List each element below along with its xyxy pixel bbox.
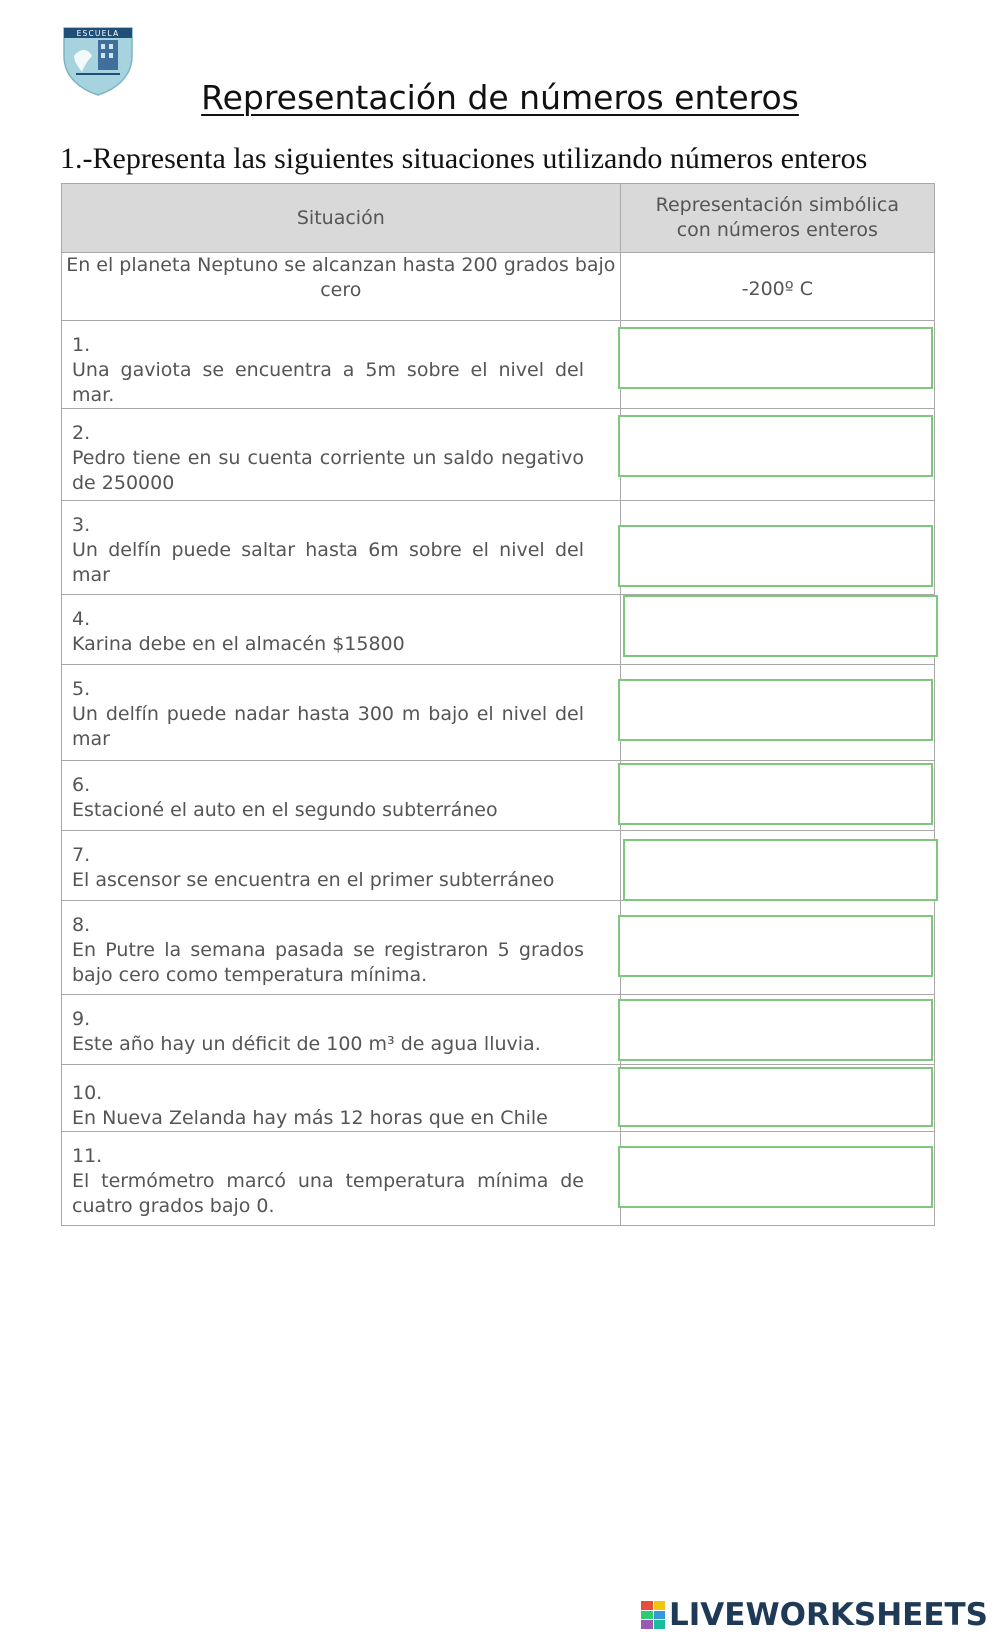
item-situation: En Nueva Zelanda hay más 12 horas que en Chile: [72, 1107, 548, 1129]
item-number: 5.: [72, 678, 91, 700]
item-number: 10.: [72, 1082, 103, 1104]
item-situation: El termómetro marcó una temperatura mínima de cuatro grados bajo 0.: [72, 1170, 584, 1217]
table-row: [62, 995, 935, 1065]
table-row: [62, 831, 935, 901]
table-row: [62, 595, 935, 665]
column-header-representation: Representación simbólica con números enteros: [620, 184, 934, 253]
situations-table: [61, 183, 935, 1226]
item-situation: Pedro tiene en su cuenta corriente un saldo negativo de 250000: [72, 447, 584, 494]
page-title: Representación de números enteros: [201, 78, 799, 117]
table-row: [62, 1132, 935, 1226]
item-number: 2.: [72, 422, 91, 444]
item-number: 7.: [72, 844, 91, 866]
table-row: [62, 321, 935, 409]
answer-input-4[interactable]: [623, 595, 938, 657]
liveworksheets-logo[interactable]: [641, 1598, 988, 1632]
answer-input-3[interactable]: [618, 525, 933, 587]
item-number: 1.: [72, 334, 91, 356]
item-situation: Una gaviota se encuentra a 5m sobre el nivel del mar.: [72, 359, 584, 406]
liveworksheets-icon: [641, 1601, 665, 1629]
table-row: [62, 1065, 935, 1132]
table-row: [62, 761, 935, 831]
answer-input-10[interactable]: [618, 1067, 933, 1127]
answer-input-7[interactable]: [623, 839, 938, 901]
table-row: [62, 409, 935, 501]
item-situation: Un delfín puede nadar hasta 300 m bajo el nivel del mar: [72, 703, 584, 750]
table-row: [62, 665, 935, 761]
item-situation: En Putre la semana pasada se registraron 5 grados bajo cero como temperatura mínima.: [72, 939, 584, 986]
item-situation: El ascensor se encuentra en el primer subterráneo: [72, 869, 555, 891]
item-situation: Este año hay un déficit de 100 m³ de agua lluvia.: [72, 1033, 541, 1055]
item-number: 3.: [72, 514, 91, 536]
answer-input-11[interactable]: [618, 1146, 933, 1208]
logo-text: ESCUELA: [76, 29, 120, 38]
item-situation: Karina debe en el almacén $15800: [72, 633, 405, 655]
answer-input-9[interactable]: [618, 999, 933, 1061]
table-row: [62, 901, 935, 995]
example-situation: En el planeta Neptuno se alcanzan hasta 200 grados bajo cero: [62, 253, 621, 321]
item-number: 6.: [72, 774, 91, 796]
answer-input-2[interactable]: [618, 415, 933, 477]
example-answer: -200º C: [620, 253, 934, 321]
item-number: 9.: [72, 1008, 91, 1030]
instruction-text: 1.-Representa las siguientes situaciones utilizando números enteros: [60, 142, 868, 175]
item-situation: Estacioné el auto en el segundo subterráneo: [72, 799, 498, 821]
item-number: 11.: [72, 1145, 103, 1167]
item-number: 4.: [72, 608, 91, 630]
example-row: [62, 253, 935, 321]
table-header-row: [62, 184, 935, 253]
answer-input-6[interactable]: [618, 763, 933, 825]
liveworksheets-brand: LIVEWORKSHEETS: [669, 1597, 988, 1633]
answer-input-1[interactable]: [618, 327, 933, 389]
table-row: [62, 501, 935, 595]
column-header-situation: Situación: [62, 184, 621, 253]
answer-input-5[interactable]: [618, 679, 933, 741]
item-number: 8.: [72, 914, 91, 936]
answer-input-8[interactable]: [618, 915, 933, 977]
item-situation: Un delfín puede saltar hasta 6m sobre el nivel del mar: [72, 539, 584, 586]
